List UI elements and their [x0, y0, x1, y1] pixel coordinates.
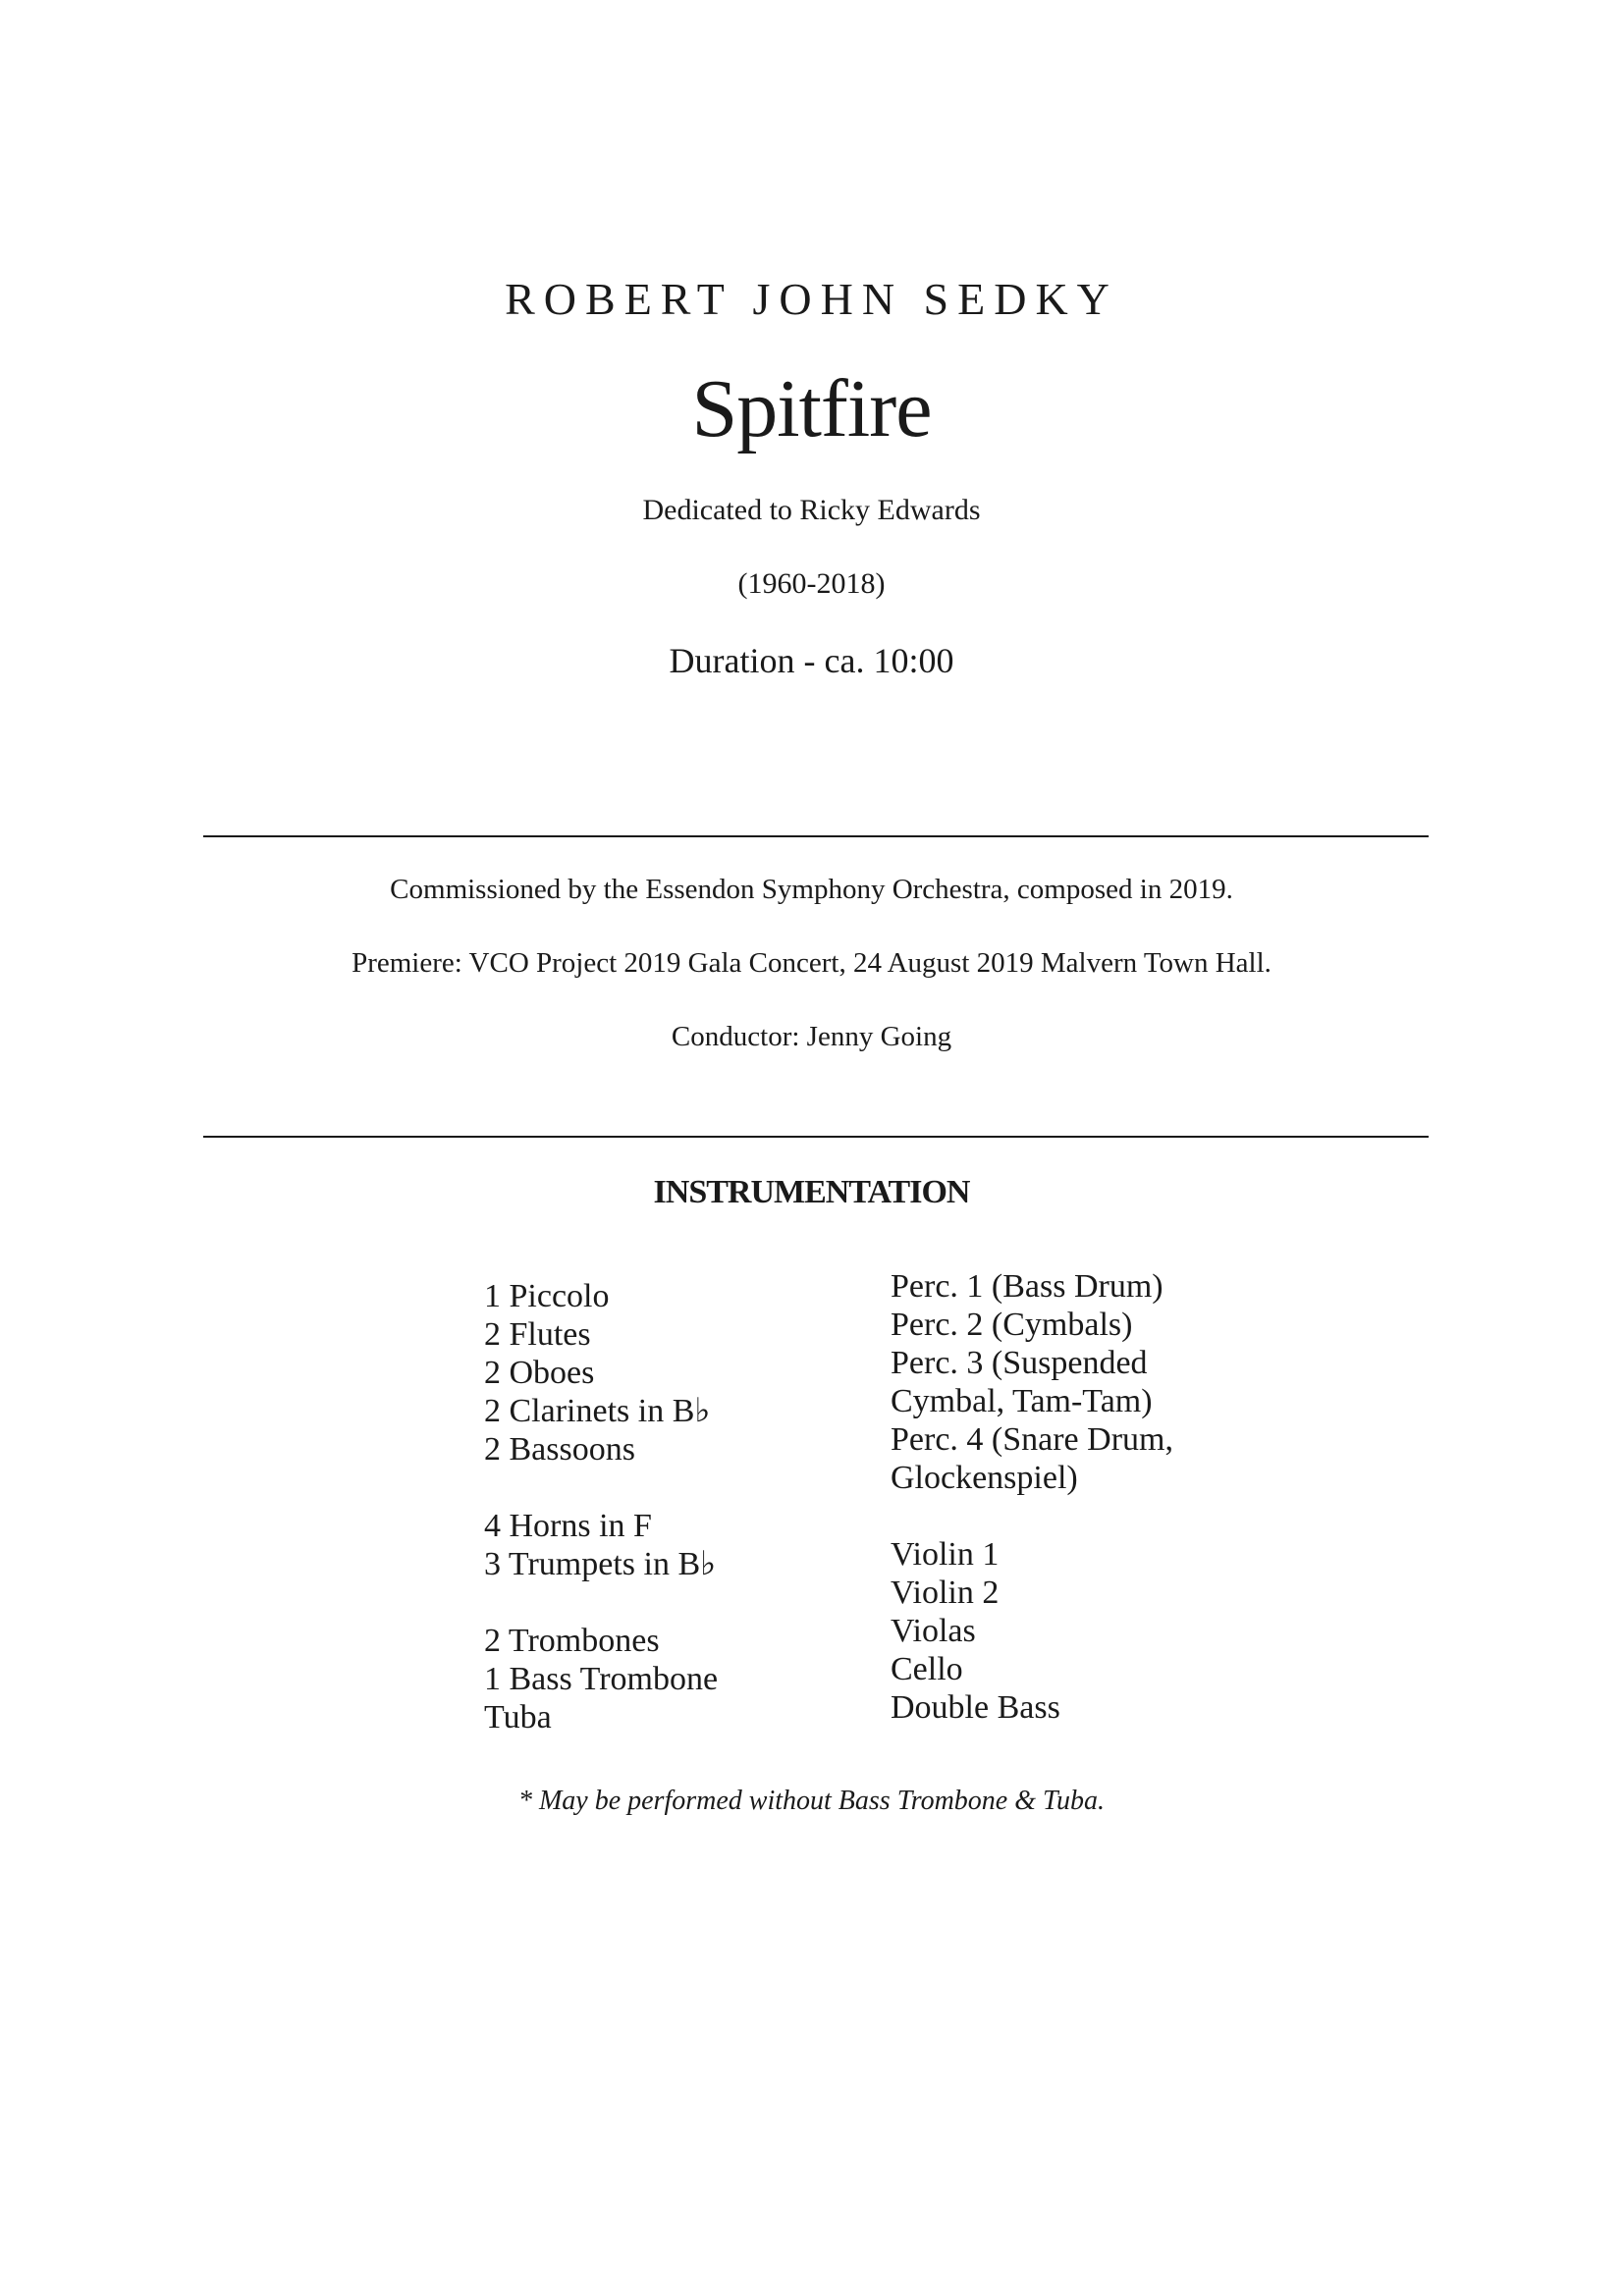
instrument-item: Double Bass [891, 1689, 1060, 1726]
dedication-years: (1960-2018) [737, 567, 886, 600]
conductor-note: Conductor: Jenny Going [671, 1021, 952, 1052]
group-spacer [484, 1583, 718, 1622]
instrument-item: 1 Bass Trombone [484, 1661, 719, 1697]
commission-note: Commissioned by the Essendon Symphony Orchestra, composed in 2019. [390, 874, 1233, 905]
instrumentation-heading: INSTRUMENTATION [653, 1174, 970, 1210]
instrument-item: 2 Flutes [484, 1316, 591, 1353]
instrument-item: Cello [891, 1651, 963, 1687]
divider-top [203, 835, 1429, 837]
instrument-item: Perc. 3 (Suspended [891, 1345, 1148, 1381]
instrument-item: 2 Clarinets in B♭ [484, 1393, 711, 1429]
duration: Duration - ca. 10:00 [669, 641, 954, 680]
instrument-item: Tuba [484, 1699, 552, 1735]
instrument-item: Perc. 2 (Cymbals) [891, 1307, 1133, 1343]
footnote: * May be performed without Bass Trombone & Tuba. [517, 1786, 1106, 1816]
group-spacer [484, 1468, 718, 1507]
instrument-item: Cymbal, Tam-Tam) [891, 1383, 1153, 1419]
instrument-item: 2 Trombones [484, 1623, 660, 1659]
instrument-item: 2 Bassoons [484, 1431, 635, 1468]
instrument-item: 3 Trumpets in B♭ [484, 1546, 717, 1582]
instrument-item: Violas [891, 1613, 976, 1649]
instrument-item: Perc. 1 (Bass Drum) [891, 1268, 1163, 1305]
composer-name: ROBERT JOHN SEDKY [505, 274, 1118, 324]
instrument-item: Violin 2 [891, 1575, 1000, 1611]
instrument-item: 4 Horns in F [484, 1508, 652, 1544]
group-spacer [891, 1497, 1173, 1535]
instrument-item: 2 Oboes [484, 1355, 595, 1391]
instrument-item: Violin 1 [891, 1536, 1000, 1573]
instrument-item: Glockenspiel) [891, 1460, 1078, 1496]
premiere-note: Premiere: VCO Project 2019 Gala Concert, 24 August 2019 Malvern Town Hall. [352, 947, 1271, 979]
instrument-list-right [891, 1267, 1173, 1727]
instrument-item: Perc. 4 (Snare Drum, [891, 1421, 1173, 1458]
piece-title: Spitfire [691, 363, 932, 454]
instrument-list-left [484, 1277, 718, 1736]
divider-bottom [203, 1136, 1429, 1138]
instrument-item: 1 Piccolo [484, 1278, 610, 1314]
dedication: Dedicated to Ricky Edwards [642, 494, 981, 526]
